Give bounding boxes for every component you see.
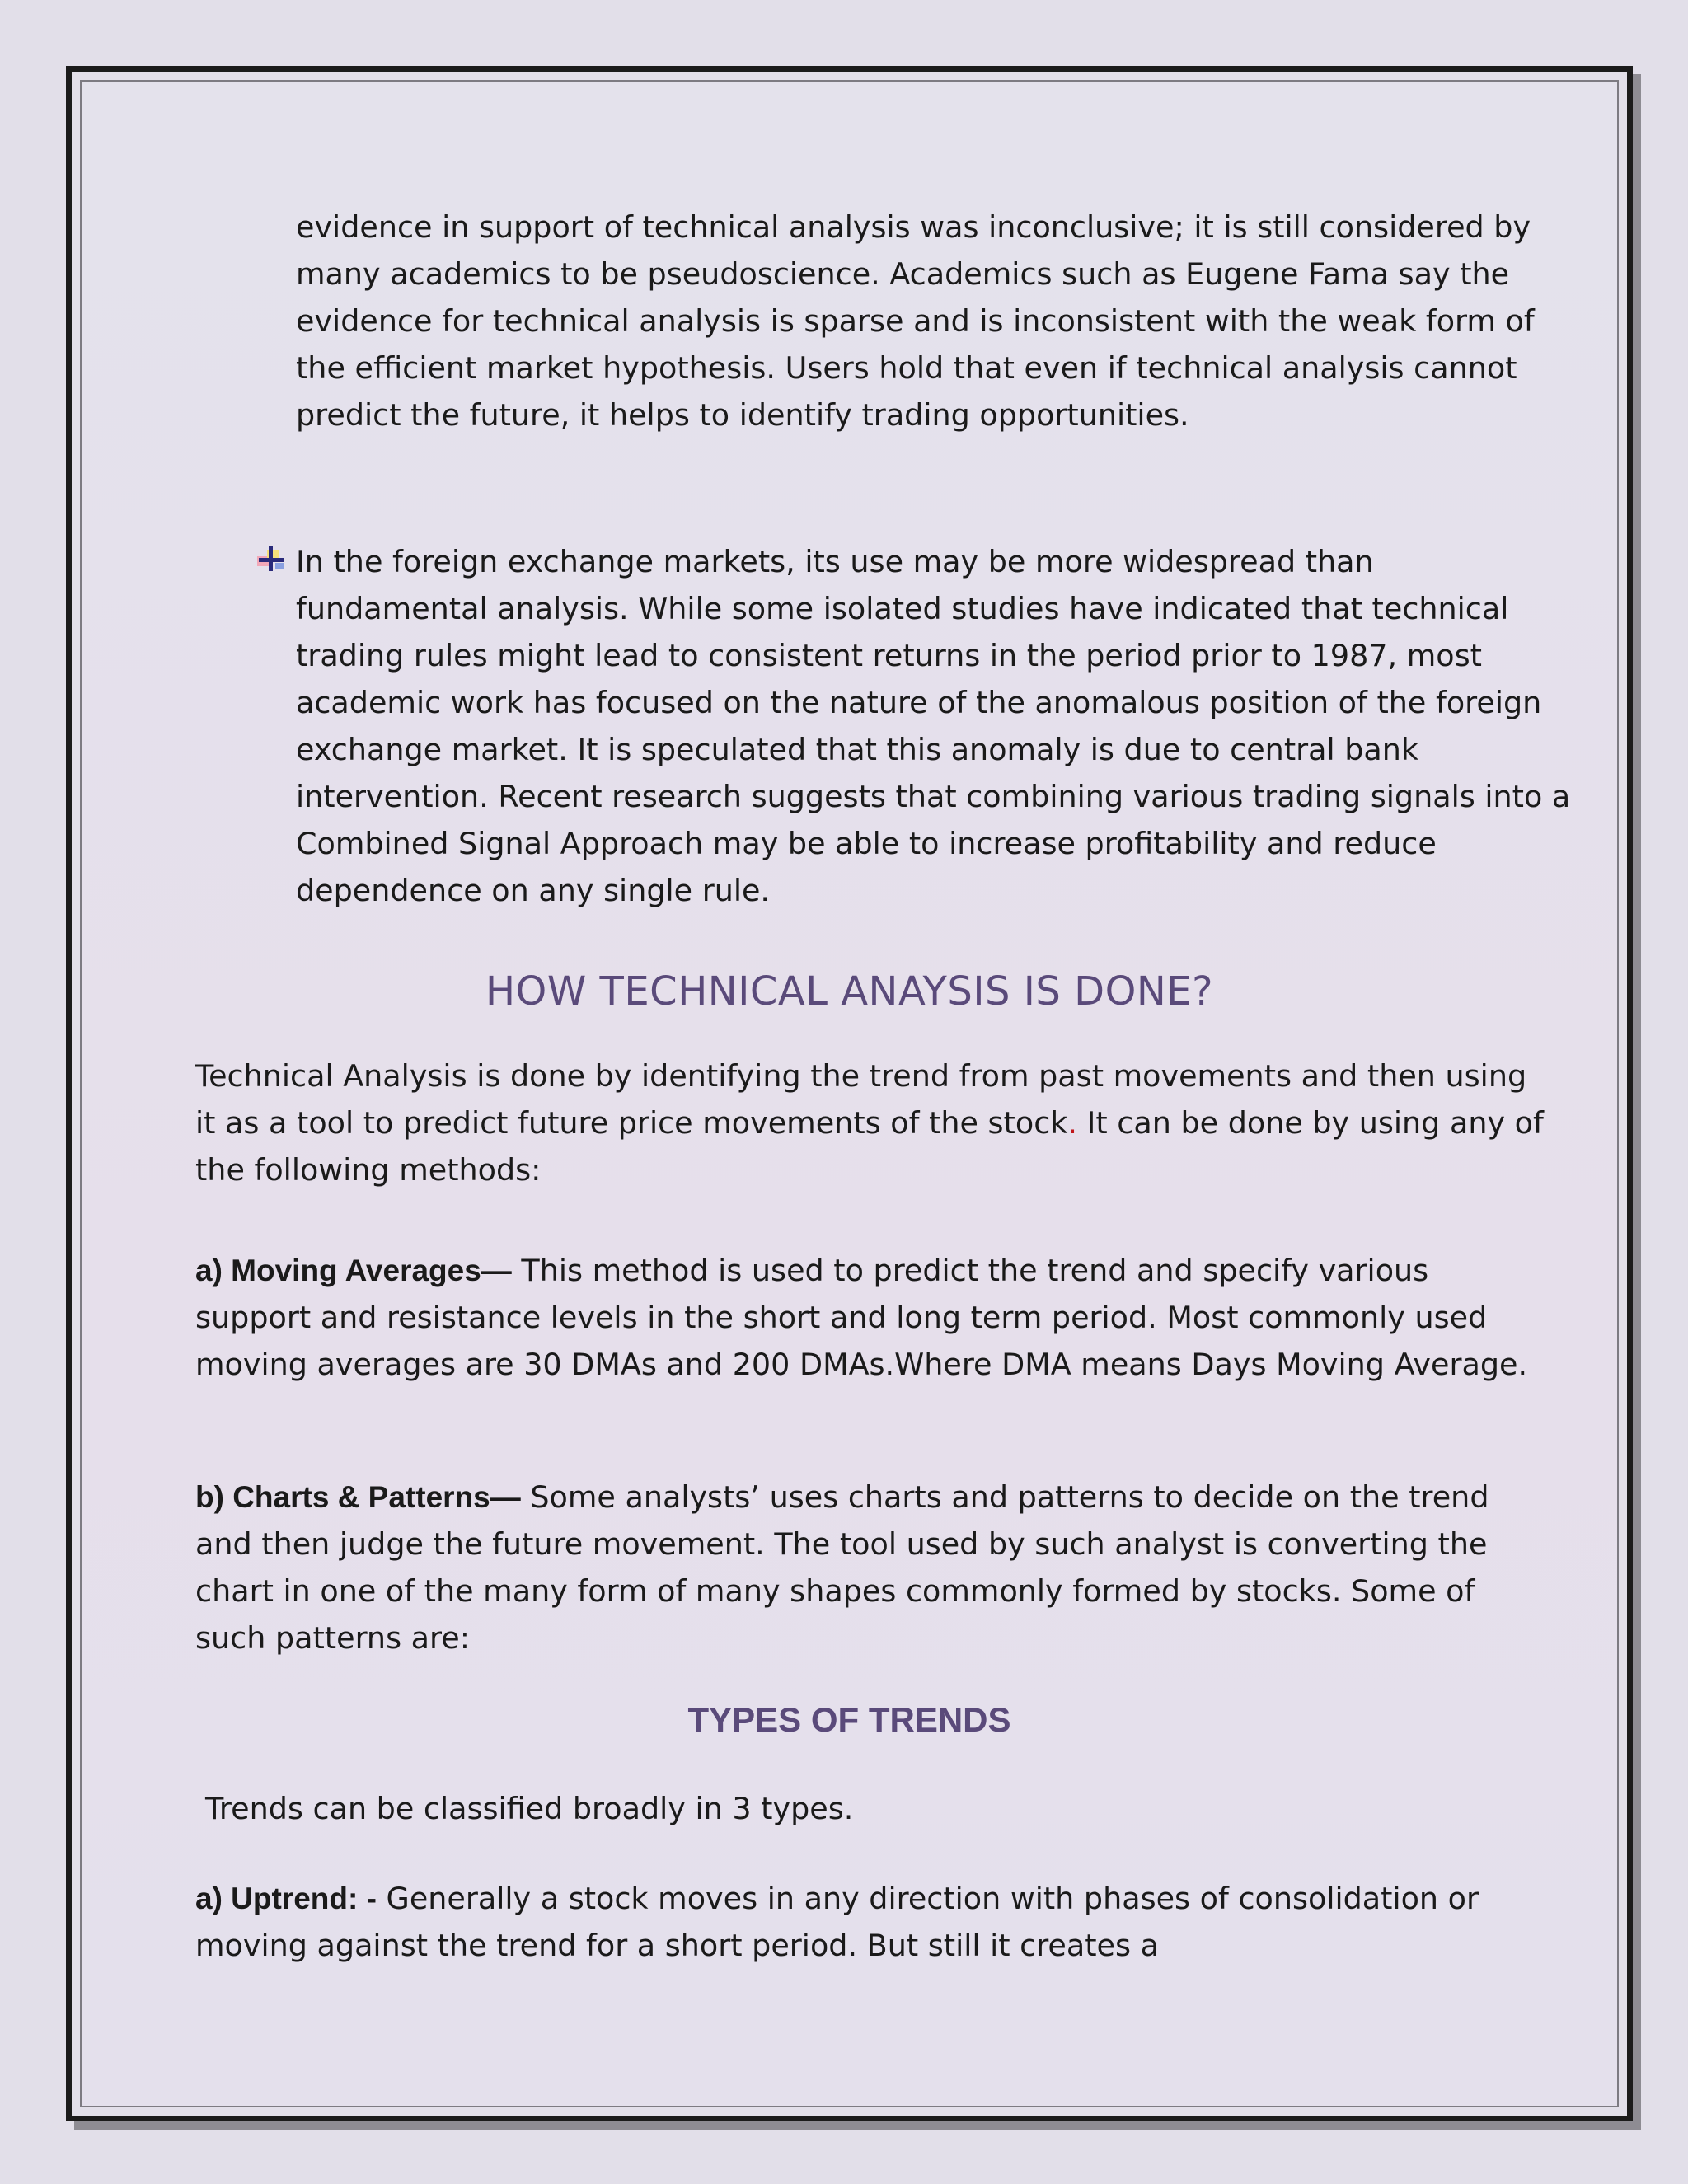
moving-averages-text: This method is used to predict the trend and specify various support and resistance levels in the short and long term period. Most commonly used moving averages are 30 DMAs and 200 DMAs.Where DMA means Days Moving Average. bbox=[195, 1253, 1528, 1382]
page-border bbox=[66, 66, 1633, 2121]
moving-averages-label: a) Moving Averages— bbox=[195, 1254, 512, 1287]
heading-how-technical-analysis: HOW TECHNICAL ANAYSIS IS DONE? bbox=[485, 968, 1214, 1015]
how-paragraph bbox=[195, 1052, 1547, 1193]
how-paragraph-dot: . bbox=[1067, 1105, 1078, 1141]
heading-types-of-trends: TYPES OF TRENDS bbox=[687, 1700, 1011, 1739]
uptrend-paragraph bbox=[195, 1875, 1547, 1969]
charts-patterns-label: b) Charts & Patterns— bbox=[195, 1480, 521, 1514]
trends-intro-paragraph: Trends can be classified broadly in 3 types. bbox=[205, 1791, 854, 1826]
page-inner-border bbox=[80, 80, 1619, 2107]
intro-paragraph: evidence in support of technical analysis was inconclusive; it is still considered by many academics to be pseudoscience. Academics such as Eugene Fama say the evidence for technical analysis is sparse and is inconsistent with the weak form of the efficient market hypothesis. Users hold that even if technical analysis cannot predict the future, it helps to identify trading opportunities. bbox=[296, 209, 1535, 433]
forex-bullet-paragraph: In the foreign exchange markets, its use may be more widespread than fundamental analysis. While some isolated studies have indicated that technical trading rules might lead to consistent returns in the period prior to 1987, most academic work has focused on the nature of the anomalous position of the foreign exchange market. It is speculated that this anomaly is due to central bank intervention. Recent research suggests that combining various trading signals into a Combined Signal Approach may be able to increase profitability and reduce dependence on any single rule. bbox=[296, 544, 1571, 908]
plus-bullet-icon bbox=[256, 543, 287, 574]
how-paragraph-part2: It can be done by using any of the following methods: bbox=[195, 1105, 1544, 1188]
uptrend-text: Generally a stock moves in any direction with phases of consolidation or moving against the trend for a short period. But still it creates a bbox=[195, 1881, 1479, 1963]
how-paragraph-part1: Technical Analysis is done by identifying the trend from past movements and then using it as a tool to predict future price movements of the stock bbox=[195, 1058, 1527, 1141]
charts-patterns-paragraph bbox=[195, 1474, 1547, 1661]
uptrend-label: a) Uptrend: - bbox=[195, 1882, 377, 1915]
document-body bbox=[82, 82, 1617, 2106]
moving-averages-paragraph bbox=[195, 1247, 1547, 1388]
charts-patterns-text: Some analysts’ uses charts and patterns to decide on the trend and then judge the future movement. The tool used by such analyst is converting the chart in one of the many form of many shapes commonly formed by stocks. Some of such patterns are: bbox=[195, 1479, 1489, 1656]
